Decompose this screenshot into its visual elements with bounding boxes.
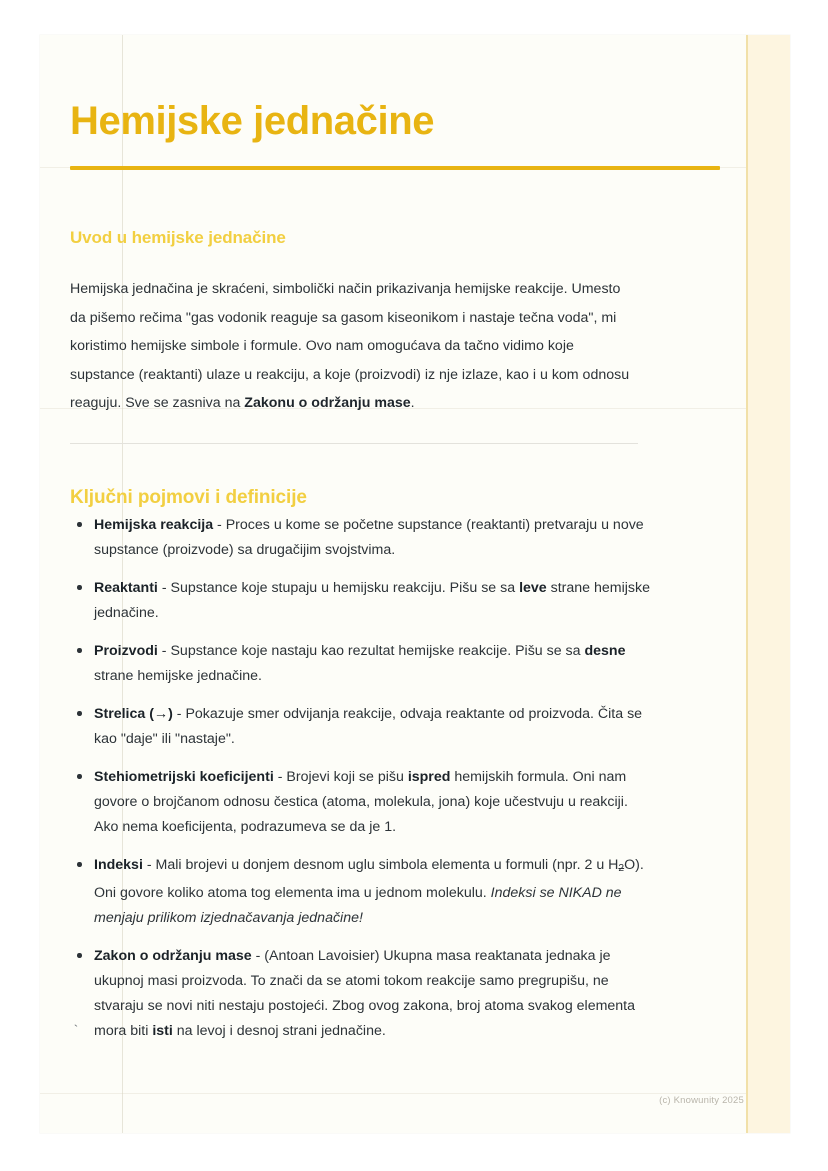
term-separator: - xyxy=(157,580,171,596)
term-description: Supstance koje nastaju kao rezultat hemijske reakcije. Pišu se sa xyxy=(170,643,585,659)
bullet-dot-icon xyxy=(77,522,82,527)
footer-credit: (c) Knowunity 2025 xyxy=(659,1095,744,1106)
term-description: Supstance koje stupaju u hemijsku reakciju. Pišu se sa xyxy=(170,580,520,596)
term-emphasis: desne xyxy=(584,643,626,659)
term-separator: - xyxy=(142,857,156,873)
term-separator: - xyxy=(157,643,171,659)
term-label: Proizvodi xyxy=(94,643,158,659)
term-description-tail: O). Oni govore koliko atoma tog elementa ima u jednom molekulu. xyxy=(94,857,644,902)
term-description-tail: na levoj i desnoj strani jednačine. xyxy=(172,1023,386,1040)
term-italic-note: Indeksi se NIKAD ne menjaju prilikom izjednačavanja jednačine! xyxy=(94,885,622,927)
section-heading-key-terms: Ključni pojmovi i definicije xyxy=(70,486,307,508)
list-item xyxy=(70,576,650,626)
term-separator: - xyxy=(273,769,287,785)
term-description-tail: strane hemijske jednačine. xyxy=(94,668,262,684)
intro-bold-term: Zakonu o održanju mase xyxy=(244,395,411,412)
term-label: Reaktanti xyxy=(94,580,158,596)
intro-text-part2: . xyxy=(410,395,415,412)
page-binding-strip xyxy=(746,35,790,1133)
note-page-sheet xyxy=(40,35,790,1133)
intro-text-part1: Hemijska jednačina je skraćeni, simbolički način prikazivanja hemijske reakcije. Umesto da pišemo rečima "gas vodonik reaguje sa gasom kiseonikom i nastaje tečna voda", mi koristimo hemijske simbole i formule. Ovo nam omogućava da tačno vidimo koje supstance (reaktanti) ulaze u reakciju, a koje (proizvodi) iz nje izlaze, kao i u kom odnosu reaguju. Sve se zasniva na xyxy=(70,281,630,412)
term-emphasis: ispred xyxy=(407,769,451,785)
section-divider xyxy=(70,443,638,444)
term-separator: - xyxy=(251,948,265,965)
term-description: Pokazuje smer odvijanja reakcije, odvaja reaktante od proizvoda. Čita se kao "daje" ili "nastaje". xyxy=(94,706,643,747)
stray-backtick-mark: ` xyxy=(72,1023,80,1038)
bullet-dot-icon xyxy=(77,711,82,716)
term-label: Strelica (→) xyxy=(94,706,173,722)
term-description: Brojevi koji se pišu xyxy=(286,769,408,785)
list-item xyxy=(70,702,650,752)
term-separator: - xyxy=(172,706,186,722)
page-content xyxy=(70,35,738,1133)
term-description: Mali brojevi u donjem desnom uglu simbola elementa u formuli (npr. 2 u H xyxy=(155,857,619,873)
section-heading-intro: Uvod u hemijske jednačine xyxy=(70,228,286,248)
key-terms-list xyxy=(70,513,650,1057)
list-item xyxy=(70,944,650,1044)
term-emphasis: leve xyxy=(519,580,547,596)
term-description: (Antoan Lavoisier) Ukupna masa reaktanata jednaka je ukupnoj masi proizvoda. To znači da se atomi tokom reakcije samo pregrupišu, ne stvaraju se novi niti nestaju postojeći. Zbog ovog zakona, broj atoma svakog elementa mora biti xyxy=(94,948,636,1040)
term-description-tail: strane hemijske jednačine. xyxy=(94,580,650,621)
term-label: Zakon o održanju mase xyxy=(94,948,252,965)
term-emphasis: isti xyxy=(152,1023,173,1040)
term-label: Indeksi xyxy=(94,857,143,873)
list-item xyxy=(70,639,650,689)
term-label: Stehiometrijski koeficijenti xyxy=(94,769,274,785)
list-item xyxy=(70,513,650,563)
page-title: Hemijske jednačine xyxy=(70,98,435,143)
bullet-dot-icon xyxy=(77,585,82,590)
list-item xyxy=(70,853,650,931)
list-item xyxy=(70,765,650,840)
term-label: Hemijska reakcija xyxy=(94,517,214,533)
bullet-dot-icon xyxy=(77,953,82,958)
term-description: Proces u kome se početne supstance (reaktanti) pretvaraju u nove supstance (proizvode) sa drugačijim svojstvima. xyxy=(94,517,644,558)
intro-paragraph xyxy=(70,275,638,418)
title-underline-rule xyxy=(70,166,720,170)
chemical-subscript: 2 xyxy=(618,863,625,875)
bullet-dot-icon xyxy=(77,648,82,653)
term-description-tail: hemijskih formula. Oni nam govore o brojčanom odnosu čestica (atoma, molekula, jona) koje učestvuju u reakciji. Ako nema koeficijenta, podrazumeva se da je 1. xyxy=(94,769,628,835)
bullet-dot-icon xyxy=(77,862,82,867)
term-separator: - xyxy=(213,517,226,533)
bullet-dot-icon xyxy=(77,774,82,779)
